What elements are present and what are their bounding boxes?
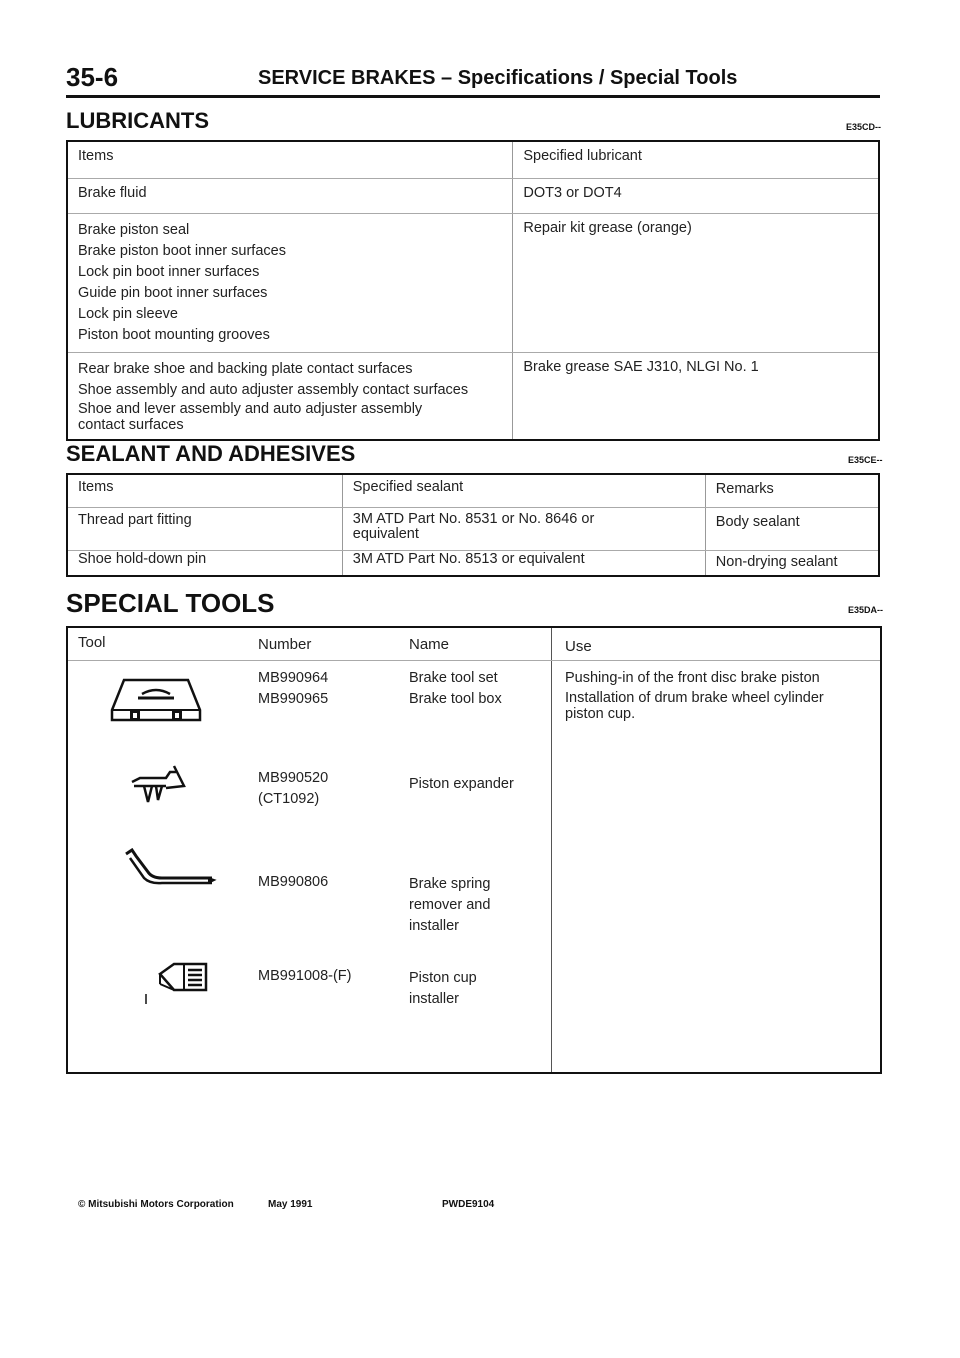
- tool-number: MB990964 MB990965: [258, 670, 329, 707]
- special-tools-code: E35DA--: [848, 605, 884, 615]
- header-cell: Specified sealant: [342, 474, 705, 508]
- tool-name: Piston cup installer: [409, 970, 477, 1007]
- sealant-cell: 3M ATD Part No. 8513 or equivalent: [342, 551, 705, 577]
- item-cell: Thread part fitting: [67, 508, 342, 551]
- tool-name: Brake tool set Brake tool box: [409, 670, 502, 707]
- sealants-table: [66, 473, 880, 577]
- header-divider: [552, 660, 880, 661]
- item-cell: Brake fluid: [67, 179, 513, 214]
- tool-number: MB990806: [258, 874, 329, 890]
- sealants-title: SEALANT AND ADHESIVES: [66, 441, 356, 466]
- tool-use: Pushing-in of the front disc brake piston Installation of drum brake wheel cylinder piston cup.: [565, 670, 824, 722]
- brake-tool-box-icon: [108, 672, 204, 729]
- header-divider: [66, 95, 880, 98]
- header-cell: Remarks: [705, 474, 879, 508]
- lubricant-cell: DOT3 or DOT4: [513, 179, 879, 214]
- tool-name: Brake spring remover and installer: [409, 876, 491, 934]
- column-divider: [551, 628, 552, 1072]
- page-header: [66, 62, 878, 96]
- item-cell: Rear brake shoe and backing plate contact surfaces Shoe assembly and auto adjuster assembly contact surfaces Shoe and lever assembly and auto adjuster assembly contact surfaces: [67, 353, 513, 441]
- table-row: [67, 214, 879, 353]
- header-cell: Specified lubricant: [513, 141, 879, 179]
- table-row: [67, 353, 879, 441]
- remark-cell: Non-drying sealant: [705, 551, 879, 577]
- lubricants-table: [66, 140, 880, 441]
- tool-number: MB990520 (CT1092): [258, 770, 329, 807]
- sealants-code: E35CE--: [848, 455, 883, 465]
- item-cell: Shoe hold-down pin: [67, 551, 342, 577]
- special-tools-title: SPECIAL TOOLS: [66, 588, 275, 618]
- special-tools-table: [66, 626, 882, 1074]
- table-header-row: [67, 141, 879, 179]
- page-title: SERVICE BRAKES – Specifications / Special Tools: [258, 67, 738, 89]
- header-cell: Items: [67, 474, 342, 508]
- remark-cell: Body sealant: [705, 508, 879, 551]
- table-row: [67, 179, 879, 214]
- footer-doc-code: PWDE9104: [442, 1199, 495, 1210]
- header-tool: Tool: [78, 634, 106, 651]
- header-divider: [68, 660, 552, 661]
- header-name: Name: [409, 636, 450, 653]
- page-number: 35-6: [66, 62, 119, 92]
- lubricants-code: E35CD--: [846, 122, 882, 132]
- tool-name: Piston expander: [409, 776, 514, 792]
- footer-copyright: © Mitsubishi Motors Corporation: [78, 1199, 234, 1210]
- lubricant-cell: Repair kit grease (orange): [513, 214, 879, 353]
- header-use: Use: [565, 638, 592, 655]
- item-cell: Brake piston seal Brake piston boot inner surfaces Lock pin boot inner surfaces Guide pin boot inner surfaces Lock pin sleeve Piston boot mounting grooves: [67, 214, 513, 353]
- lubricants-title: LUBRICANTS: [66, 108, 209, 133]
- brake-spring-tool-icon: [122, 848, 218, 893]
- table-header-row: [67, 474, 879, 508]
- sealant-cell: 3M ATD Part No. 8531 or No. 8646 or equivalent: [342, 508, 705, 551]
- piston-cup-installer-icon: [140, 956, 212, 1013]
- piston-expander-icon: [130, 762, 190, 811]
- lubricant-cell: Brake grease SAE J310, NLGI No. 1: [513, 353, 879, 441]
- header-number: Number: [258, 636, 312, 653]
- table-row: [67, 551, 879, 577]
- footer-date: May 1991: [268, 1199, 313, 1210]
- table-row: [67, 508, 879, 551]
- tool-number: MB991008-(F): [258, 968, 352, 984]
- header-cell: Items: [67, 141, 513, 179]
